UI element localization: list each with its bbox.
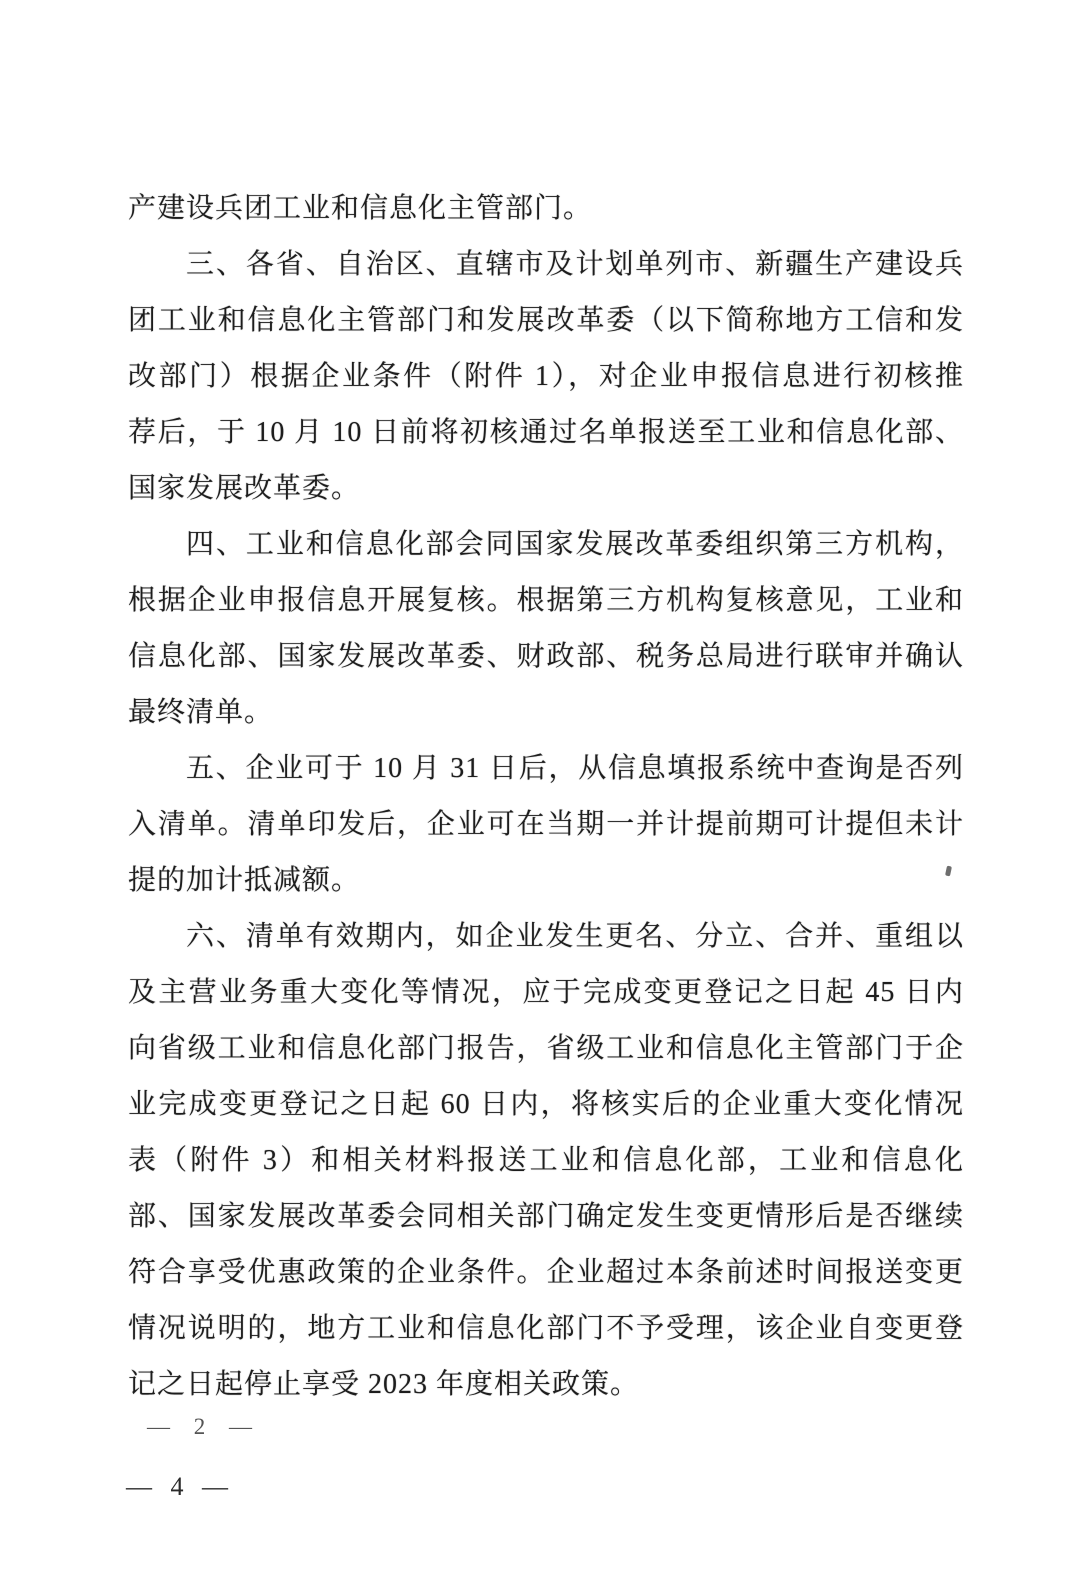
- text-line-19: 部、国家发展改革委会同相关部门确定发生变更情形后是否继续: [128, 1201, 964, 1232]
- text-line-10: 最终清单。: [128, 697, 274, 728]
- text-line-15: 及主营业务重大变化等情况，应于完成变更登记之日起 45 日内: [128, 977, 964, 1008]
- text-line-17: 业完成变更登记之日起 60 日内，将核实后的企业重大变化情况: [128, 1089, 964, 1120]
- text-line-12: 入清单。清单印发后，企业可在当期一并计提前期可计提但未计: [128, 809, 964, 840]
- text-line-11: 五、企业可于 10 月 31 日后，从信息填报系统中查询是否列: [186, 753, 964, 784]
- text-line-8: 根据企业申报信息开展复核。根据第三方机构复核意见，工业和: [128, 585, 964, 616]
- text-line-22: 记之日起停止享受 2023 年度相关政策。: [128, 1369, 640, 1400]
- text-line-4: 改部门）根据企业条件（附件 1），对企业申报信息进行初核推: [128, 361, 964, 392]
- document-body: [128, 181, 964, 1413]
- text-line-5: 荐后，于 10 月 10 日前将初核通过名单报送至工业和信息化部、: [128, 417, 964, 448]
- text-line-16: 向省级工业和信息化部门报告，省级工业和信息化主管部门于企: [128, 1033, 964, 1064]
- text-line-9: 信息化部、国家发展改革委、财政部、税务总局进行联审并确认: [128, 641, 964, 672]
- text-line-3: 团工业和信息化主管部门和发展改革委（以下简称地方工信和发: [128, 305, 964, 336]
- text-line-7: 四、工业和信息化部会同国家发展改革委组织第三方机构，: [186, 529, 964, 560]
- text-line-6: 国家发展改革委。: [128, 473, 361, 504]
- text-line-18: 表（附件 3）和相关材料报送工业和信息化部，工业和信息化: [128, 1145, 964, 1176]
- page-number-inner: — 2 —: [147, 1414, 261, 1439]
- text-line-14: 六、清单有效期内，如企业发生更名、分立、合并、重组以: [186, 921, 964, 952]
- text-line-20: 符合享受优惠政策的企业条件。企业超过本条前述时间报送变更: [128, 1257, 964, 1288]
- text-line-21: 情况说明的，地方工业和信息化部门不予受理，该企业自变更登: [128, 1313, 964, 1344]
- text-line-1: 产建设兵团工业和信息化主管部门。: [128, 193, 593, 224]
- page-number-outer: — 4 —: [126, 1472, 234, 1501]
- text-line-2: 三、各省、自治区、直辖市及计划单列市、新疆生产建设兵: [186, 249, 964, 280]
- text-line-13: 提的加计抵减额。: [128, 865, 361, 896]
